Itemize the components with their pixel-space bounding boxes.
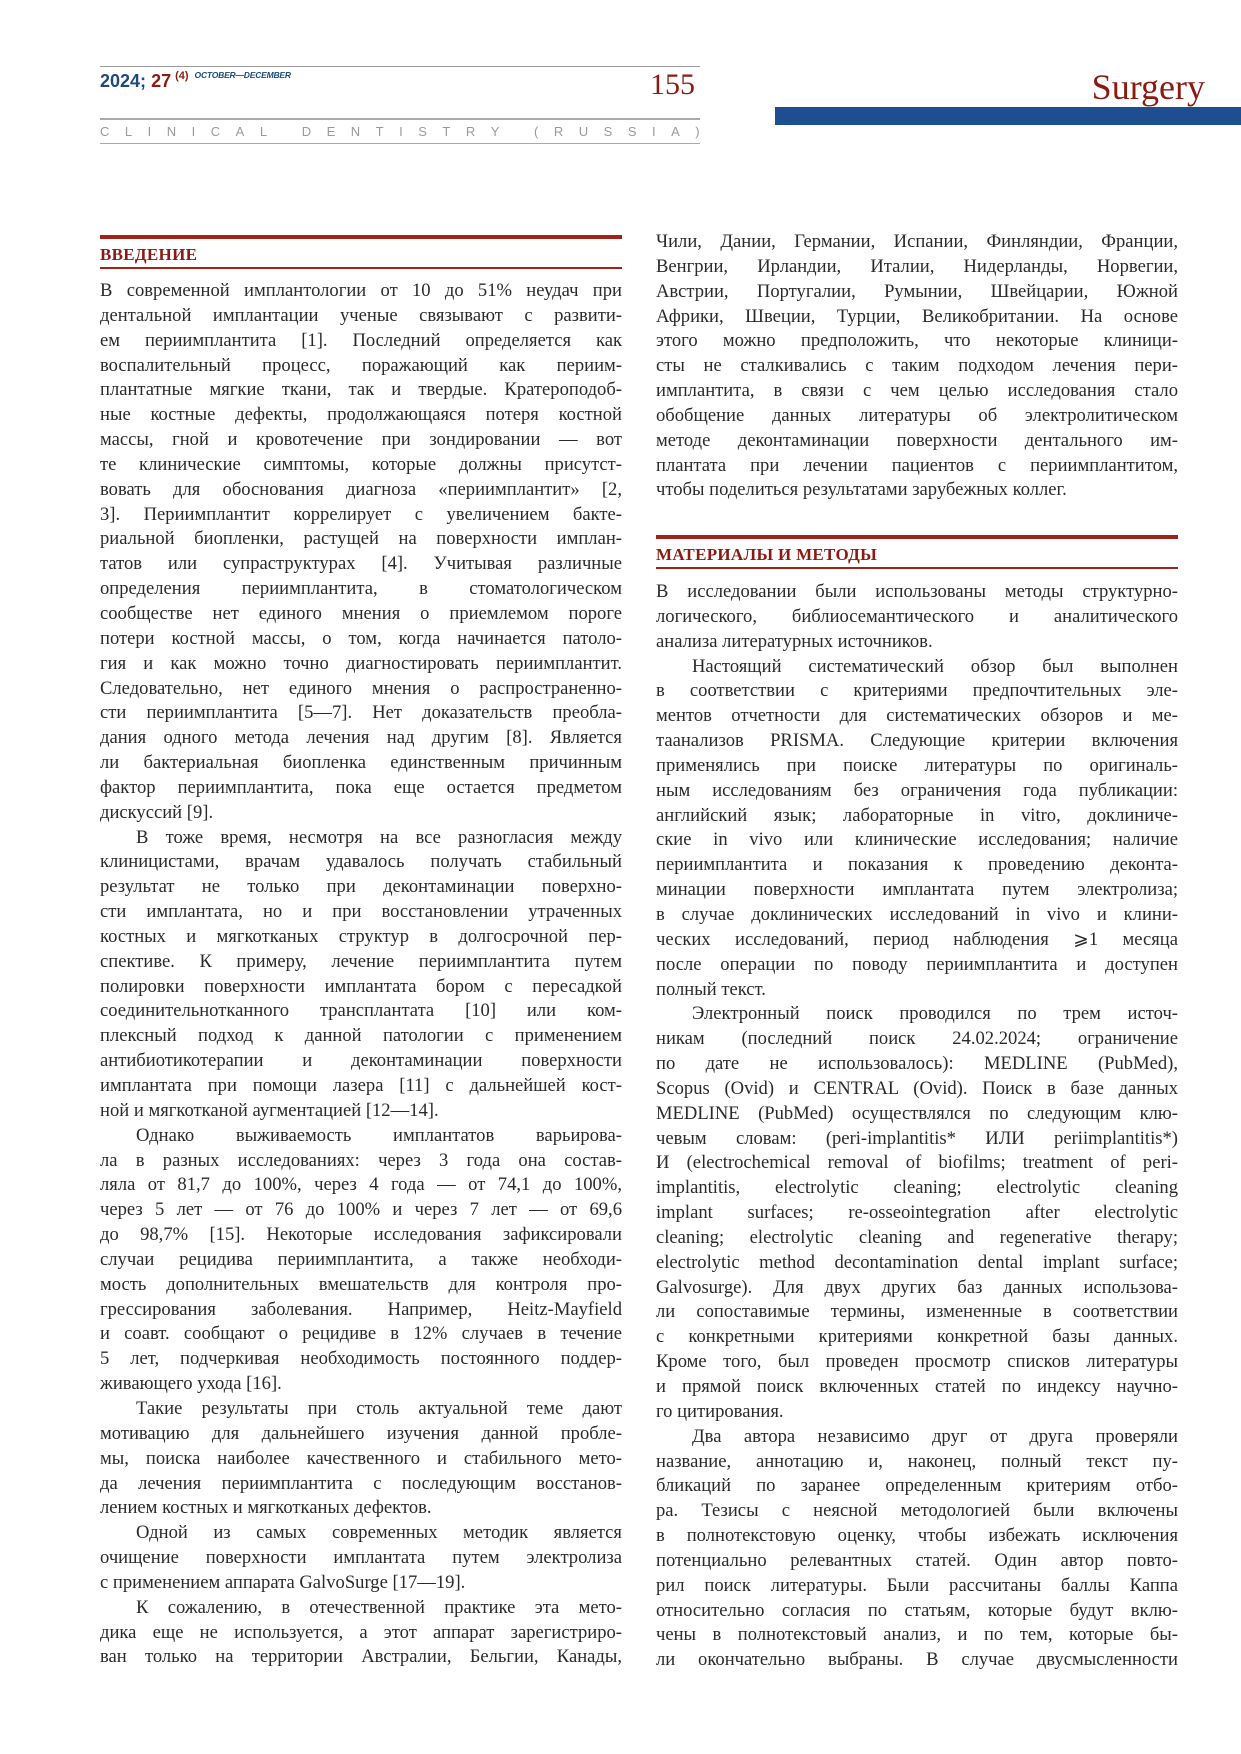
text-line: грессирования заболевания. Например, Heitz-Mayfield [100, 1298, 622, 1320]
text-line: название, аннотацию и, наконец, полный текст пу- [656, 1450, 1178, 1472]
heading-title: ВВЕДЕНИЕ [100, 245, 198, 264]
text-line: вовать для обоснования диагноза «периимплантит» [2, [100, 478, 622, 500]
text-line: ли окончательно выбраны. В случае двусмысленности [656, 1649, 1178, 1671]
text-line: рил поиск литературы. Были рассчитаны баллы Каппа [656, 1574, 1178, 1596]
text-line: полировки поверхности имплантата бором с пересадкой [100, 975, 622, 997]
text-line: ли бактериальная биопленка единственным причинным [100, 752, 622, 774]
page-number: 155 [650, 68, 695, 101]
text-line: да лечения периимплантита с последующим восстанов- [100, 1472, 622, 1494]
text-line: полный текст. [656, 978, 766, 1000]
text-line: случаи рецидива периимплантита, а также необходи- [100, 1248, 622, 1270]
text-line: и соавт. сообщают о рецидиве в 12% случаев в течение [100, 1323, 622, 1345]
heading-title: МАТЕРИАЛЫ И МЕТОДЫ [656, 545, 878, 564]
text-line: имплантата при помощи лазера [11] с дальнейшей кост- [100, 1075, 622, 1096]
text-line: И (electrochemical removal of biofilms; treatment of peri- [656, 1152, 1178, 1174]
text-line: Австрии, Португалии, Румынии, Швейцарии, Южной [656, 280, 1178, 302]
text-line: Galvosurge). Для двух других баз данных использова- [656, 1276, 1178, 1298]
text-line: спективе. К примеру, лечение периимплантита путем [100, 950, 622, 972]
text-line: Электронный поиск проводился по трем источ- [692, 1003, 1178, 1025]
text-line: мы, поиска наиболее качественного и стабильного мето- [100, 1447, 622, 1469]
journal-letter: S [627, 124, 637, 139]
journal-letter: R [465, 124, 476, 139]
journal-letter: U [578, 124, 589, 139]
journal-letter: L [259, 124, 268, 139]
text-line: electrolytic method decontamination dental implant surface; [656, 1251, 1178, 1273]
text-line: Кроме того, был проведен просмотр списков литературы [656, 1351, 1178, 1373]
journal-letter: N [350, 124, 361, 139]
text-line: гия и как можно точно диагностировать периимплантит. [100, 652, 622, 674]
text-line: ла в разных исследованиях: через 3 года она состав- [100, 1149, 622, 1171]
text-line: 3]. Периимплантит коррелирует с увеличением бакте- [100, 503, 622, 525]
text-line: дискуссий [9]. [100, 801, 214, 823]
journal-letter: S [603, 124, 613, 139]
text-line: сти периимплантита [5—7]. Нет доказательств преобла- [100, 702, 622, 724]
journal-letter: A [671, 124, 680, 139]
text-line: чтобы поделиться результатами зарубежных коллег. [656, 479, 1067, 501]
text-line: плантата при лечении пациентов с периимплантитом, [656, 454, 1178, 476]
journal-letter: I [147, 124, 152, 139]
text-line: К сожалению, в отечественной практике эта мето- [136, 1596, 622, 1618]
text-line: мотивацию для дальнейшего изучения данной пробле- [100, 1422, 622, 1444]
body-column-right-methods [656, 580, 1178, 1673]
journal-letter: ) [695, 124, 700, 139]
heading-rule-thin [100, 267, 622, 269]
body-column-right-intro [656, 230, 1178, 503]
text-line: ляла от 81,7 до 100%, через 4 года — от 74,1 до 100%, [100, 1174, 622, 1196]
text-line: никам (последний поиск 24.02.2024; ограничение [656, 1028, 1178, 1050]
section-heading-methods [656, 535, 1178, 569]
section-label: Surgery [1091, 67, 1205, 107]
text-line: ван только на территории Австралии, Бельгии, Канады, [100, 1646, 622, 1668]
text-line: го цитирования. [656, 1400, 784, 1422]
text-line: по дате не использовалось): MEDLINE (PubMed), [656, 1053, 1178, 1075]
text-line: ли сопоставимые термины, измененные в соответствии [656, 1301, 1178, 1323]
journal-letter [283, 124, 287, 139]
text-line: с применением аппарата GalvoSurge [17—19]. [100, 1571, 466, 1593]
text-line: дентальной имплантации ученые связывают с развити- [100, 304, 622, 326]
text-line: В тоже время, несмотря на все разногласия между [136, 826, 622, 848]
text-line: костных и мягкотканых структур в долгосрочной пер- [100, 925, 622, 947]
journal-letter: R [553, 124, 564, 139]
text-line: Следовательно, нет единого мнения о распространенно- [100, 677, 622, 699]
journal-letter: E [326, 124, 336, 139]
journal-letter: C [210, 124, 221, 139]
text-line: в соответствии с критериями предпочтительных эле- [656, 680, 1178, 702]
text-line: применялись при поиске литературы по оригиналь- [656, 754, 1178, 776]
text-line: дика еще не используется, а этот аппарат зарегистриро- [100, 1621, 622, 1643]
journal-letter: I [191, 124, 196, 139]
issue-months: OCTOBER—DECEMBER [194, 70, 291, 80]
header-rule-top [100, 66, 700, 67]
journal-letter: T [442, 124, 451, 139]
text-line: в случае доклинических исследований in vivo и клини- [656, 903, 1178, 925]
text-line: с конкретными критериями конкретной базы данных. [656, 1326, 1178, 1348]
text-line: потенциально релевантных статей. Один автор повто- [656, 1549, 1178, 1571]
text-line: в полнотекстовую оценку, чтобы избежать исключения [656, 1525, 1178, 1547]
text-line: фактор периимплантита, пока еще остается предметом [100, 776, 622, 798]
text-line: антибиотикотерапии и деконтаминации поверхности [100, 1050, 622, 1072]
text-line: чены в полнотекстовый анализ, и по тем, которые бы- [656, 1624, 1178, 1646]
text-line: определения периимплантита, в стоматологическом [100, 578, 622, 600]
text-line: живающего ухода [16]. [100, 1373, 282, 1395]
journal-name [100, 124, 700, 139]
journal-letter: Y [490, 124, 500, 139]
text-line: ра. Тезисы с неясной методологией были включены [656, 1500, 1178, 1522]
text-line: обобщение данных литературы об электролитическом [656, 404, 1178, 426]
text-line: те клинические симптомы, которые должны присутст- [100, 453, 622, 475]
text-line: Такие результаты при столь актуальной теме дают [136, 1397, 622, 1419]
text-line: чевым словам: (peri-implantitis* ИЛИ periimplantitis*) [656, 1127, 1178, 1149]
journal-letter: S [418, 124, 427, 139]
text-line: соединительнотканного трансплантата [10] или ком- [100, 1000, 622, 1022]
journal-letter: A [235, 124, 245, 139]
text-line: Африки, Швеции, Турции, Великобритании. На основе [656, 305, 1178, 327]
issue-volume: 27 [151, 71, 172, 91]
text-line: MEDLINE (PubMed) осуществлялся по следующим клю- [656, 1102, 1178, 1124]
text-line: мость дополнительных вмешательств для контроля про- [100, 1273, 622, 1295]
text-line: implant surfaces; re-osseointegration after electrolytic [656, 1202, 1178, 1224]
header-rule-bottom [100, 143, 700, 144]
text-line: периимплантита и показания к проведению деконта- [656, 854, 1178, 876]
text-line: Одной из самых современных методик является [136, 1522, 622, 1544]
text-line: плантатные мягкие ткани, так и твердые. Кратероподоб- [100, 379, 622, 401]
text-line: методе деконтаминации поверхности дентального им- [656, 429, 1178, 451]
text-line: после операции по поводу периимплантита и доступен [656, 953, 1178, 975]
text-line: таанализов PRISMA. Следующие критерии включения [656, 730, 1178, 752]
text-line: дания одного метода лечения над другим [8]. Является [100, 727, 622, 749]
text-line: этого можно предположить, что некоторые клиници- [656, 330, 1178, 352]
text-line: Однако выживаемость имплантатов варьирова- [136, 1124, 622, 1146]
text-line: ным исследованиям без ограничения года публикации: [656, 779, 1178, 801]
text-line: английский язык; лабораторные in vitro, доклиниче- [656, 804, 1178, 826]
text-line: анализа литературных источников. [656, 630, 933, 652]
text-line: и прямой поиск включенных статей по индексу научно- [656, 1376, 1178, 1397]
text-line: cleaning; electrolytic cleaning and regenerative therapy; [656, 1226, 1178, 1248]
section-heading-intro [100, 235, 622, 269]
text-line: Настоящий систематический обзор был выполнен [692, 655, 1178, 677]
text-line: через 5 лет — от 76 до 100% и через 7 лет — от 69,6 [100, 1199, 622, 1221]
text-line: Два автора независимо друг от друга проверяли [692, 1425, 1178, 1447]
text-line: В современной имплантологии от 10 до 51% неудач при [100, 280, 622, 301]
text-line: Чили, Дании, Германии, Испании, Финляндии, Франции, [656, 231, 1178, 252]
text-line: риальной биопленки, растущей на поверхности имплан- [100, 528, 622, 550]
body-column-left [100, 279, 622, 1670]
text-line: ной и мягкотканой аугментацией [12—14]. [100, 1099, 439, 1121]
text-line: относительно согласия по статьям, которые будут вклю- [656, 1599, 1178, 1621]
journal-letter: D [301, 124, 312, 139]
heading-rule-thin [656, 567, 1178, 569]
journal-letter: I [652, 124, 656, 139]
text-line: результат не только при деконтаминации поверхно- [100, 876, 622, 898]
text-line: лением костных и мягкотканых дефектов. [100, 1497, 432, 1519]
text-line: ские in vivo или клинические исследования; наличие [656, 829, 1178, 851]
text-line: очищение поверхности имплантата путем электролиза [100, 1547, 622, 1569]
text-line: Scopus (Ovid) и CENTRAL (Ovid). Поиск в базе данных [656, 1077, 1178, 1099]
header-rule-mid [100, 118, 700, 120]
text-line: татов или супраструктурах [4]. Учитывая различные [100, 553, 622, 575]
text-line: implantitis, electrolytic cleaning; electrolytic cleaning [656, 1177, 1178, 1199]
text-line: 5 лет, подчеркивая необходимость постоянного поддер- [100, 1348, 622, 1370]
text-line: сти имплантата, но и при восстановлении утраченных [100, 901, 622, 923]
text-line: сты не сталкивались с таким подходом лечения пери- [656, 355, 1178, 377]
text-line: Венгрии, Ирландии, Италии, Нидерланды, Норвегии, [656, 255, 1178, 277]
journal-letter: T [375, 124, 384, 139]
text-line: сообществе нет единого мнения о приемлемом пороге [100, 602, 622, 624]
text-line: ем периимплантита [1]. Последний определяется как [100, 329, 622, 351]
text-line: ческих исследований, период наблюдения ⩾1 месяца [656, 928, 1178, 950]
section-color-bar [775, 107, 1241, 125]
issue-year: 2024; [100, 71, 147, 91]
journal-letter: N [166, 124, 177, 139]
text-line: логического, библиосемантического и аналитического [656, 605, 1178, 627]
text-line: воспалительный процесс, поражающий как периим- [100, 354, 622, 376]
journal-letter: C [100, 124, 110, 139]
journal-letter: I [399, 124, 403, 139]
text-line: потери костной массы, о том, когда начинается патоло- [100, 627, 622, 649]
issue-info [100, 70, 291, 92]
text-line: клиницистами, врачам удавалось получать стабильный [100, 851, 622, 873]
journal-letter: ( [534, 124, 539, 139]
text-line: ные костные дефекты, продолжающаяся потеря костной [100, 404, 622, 426]
text-line: В исследовании были использованы методы структурно- [656, 581, 1178, 602]
journal-letter: L [124, 124, 133, 139]
text-line: минации поверхности имплантата путем электролиза; [656, 879, 1178, 901]
text-line: до 98,7% [15]. Некоторые исследования зафиксировали [100, 1224, 622, 1246]
text-line: ментов отчетности для систематических обзоров и ме- [656, 705, 1178, 727]
journal-letter [515, 124, 519, 139]
text-line: плексный подход к данной патологии с применением [100, 1025, 622, 1047]
issue-number: (4) [175, 70, 189, 82]
text-line: массы, гной и кровотечение при зондировании — вот [100, 429, 622, 451]
text-line: имплантита, в связи с чем целью исследования стало [656, 380, 1178, 402]
text-line: бликаций по заранее определенным критериям отбо- [656, 1475, 1178, 1497]
